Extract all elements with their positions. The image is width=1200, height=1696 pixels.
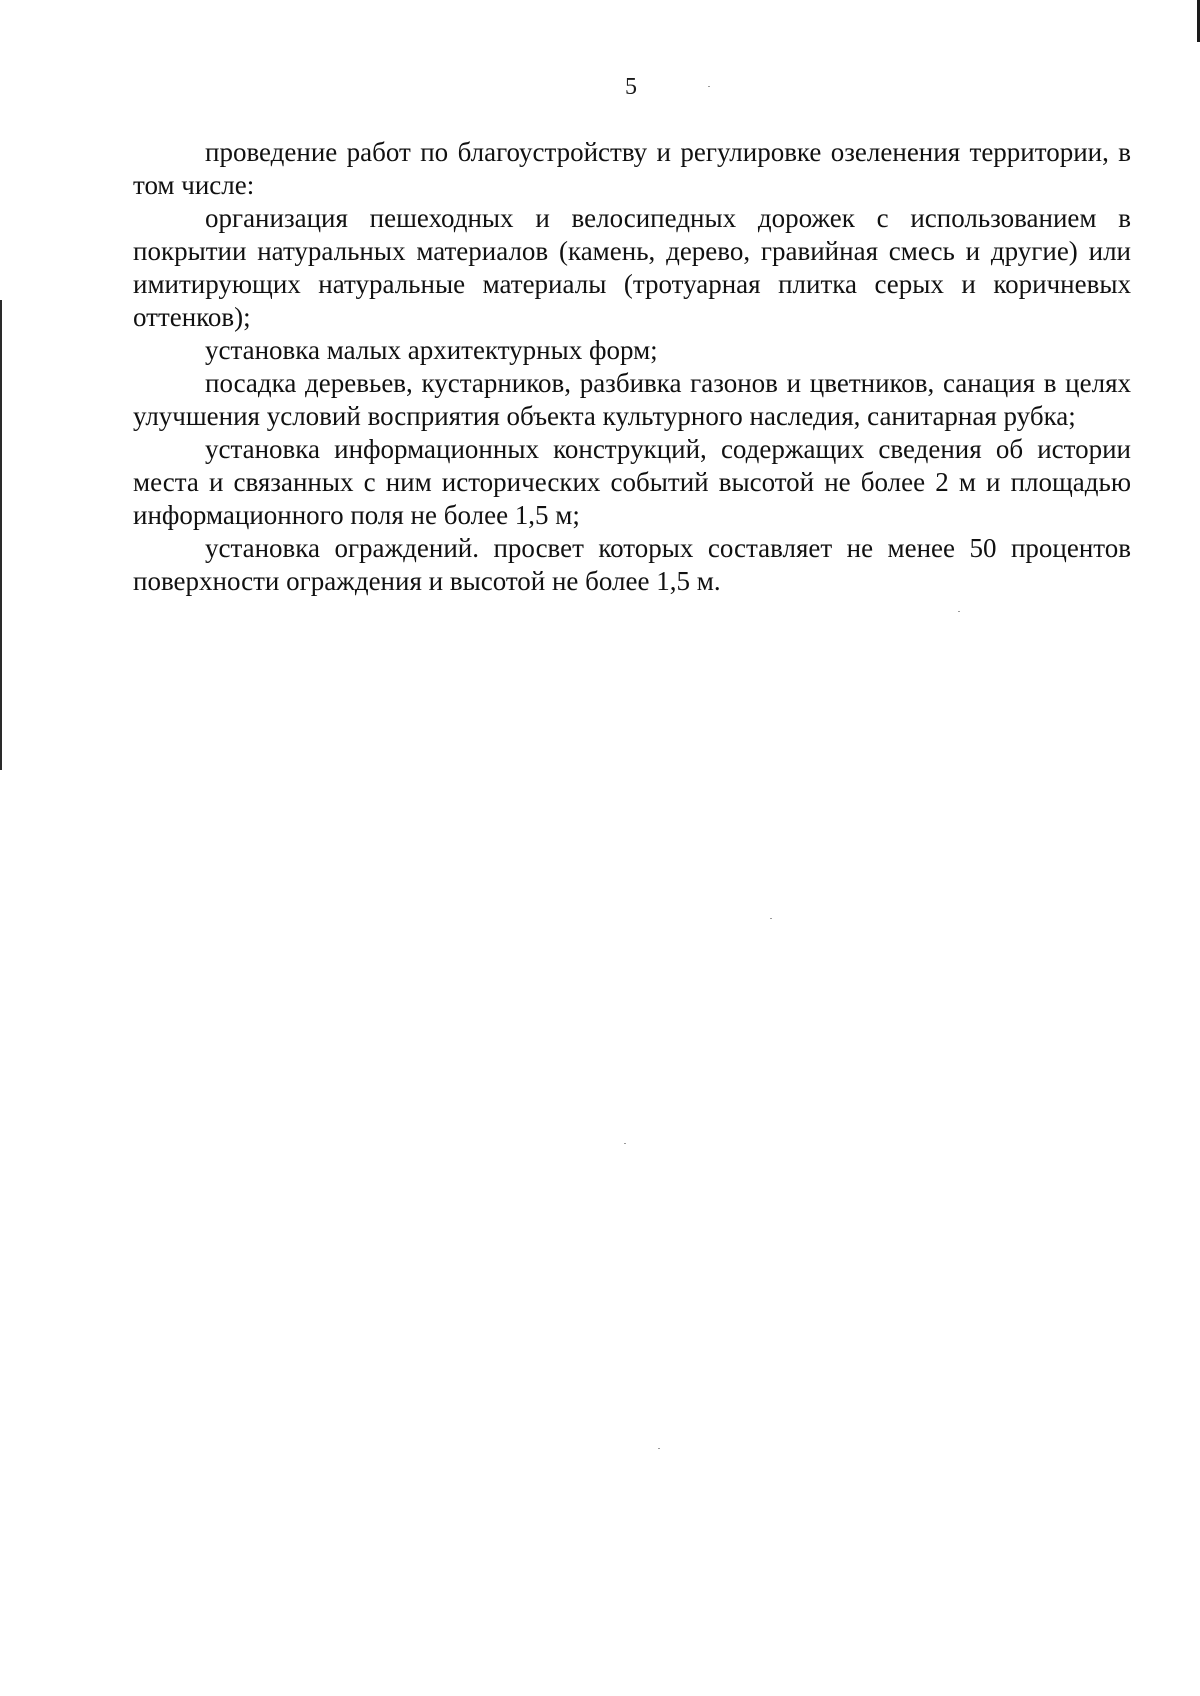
scan-speck bbox=[770, 918, 772, 919]
page-number: 5 bbox=[625, 74, 637, 100]
scan-speck bbox=[624, 1143, 626, 1144]
paragraph-planting: посадка деревьев, кустарников, разбивка газонов и цветников, санация в целях улучшения условий восприятия объекта культурного наследия, санитарная рубка; bbox=[133, 368, 1131, 431]
paragraph-landscaping: проведение работ по благоустройству и регулировке озеленения территории, в том числе: bbox=[133, 137, 1131, 200]
scan-speck bbox=[658, 1448, 660, 1449]
scan-speck bbox=[708, 86, 710, 87]
scan-edge-mark bbox=[0, 300, 2, 770]
paragraph-info-structures: установка информационных конструкций, содержащих сведения об истории места и связанных с ним исторических событий высотой не более 2 м и площадью информационного поля не более 1,5 м; bbox=[133, 434, 1131, 530]
paragraph-paths: организация пешеходных и велосипедных дорожек с использованием в покрытии натуральных материалов (камень, дерево, гравийная смесь и другие) или имитирующих натуральные материалы (тротуарная плитка серых и коричневых оттенков); bbox=[133, 203, 1131, 332]
paragraph-small-forms: установка малых архитектурных форм; bbox=[205, 335, 658, 365]
paragraph-fences: установка ограждений. просвет которых составляет не менее 50 процентов поверхности ограждения и высотой не более 1,5 м. bbox=[133, 533, 1131, 596]
document-body bbox=[133, 136, 1131, 598]
scan-speck bbox=[958, 611, 960, 612]
